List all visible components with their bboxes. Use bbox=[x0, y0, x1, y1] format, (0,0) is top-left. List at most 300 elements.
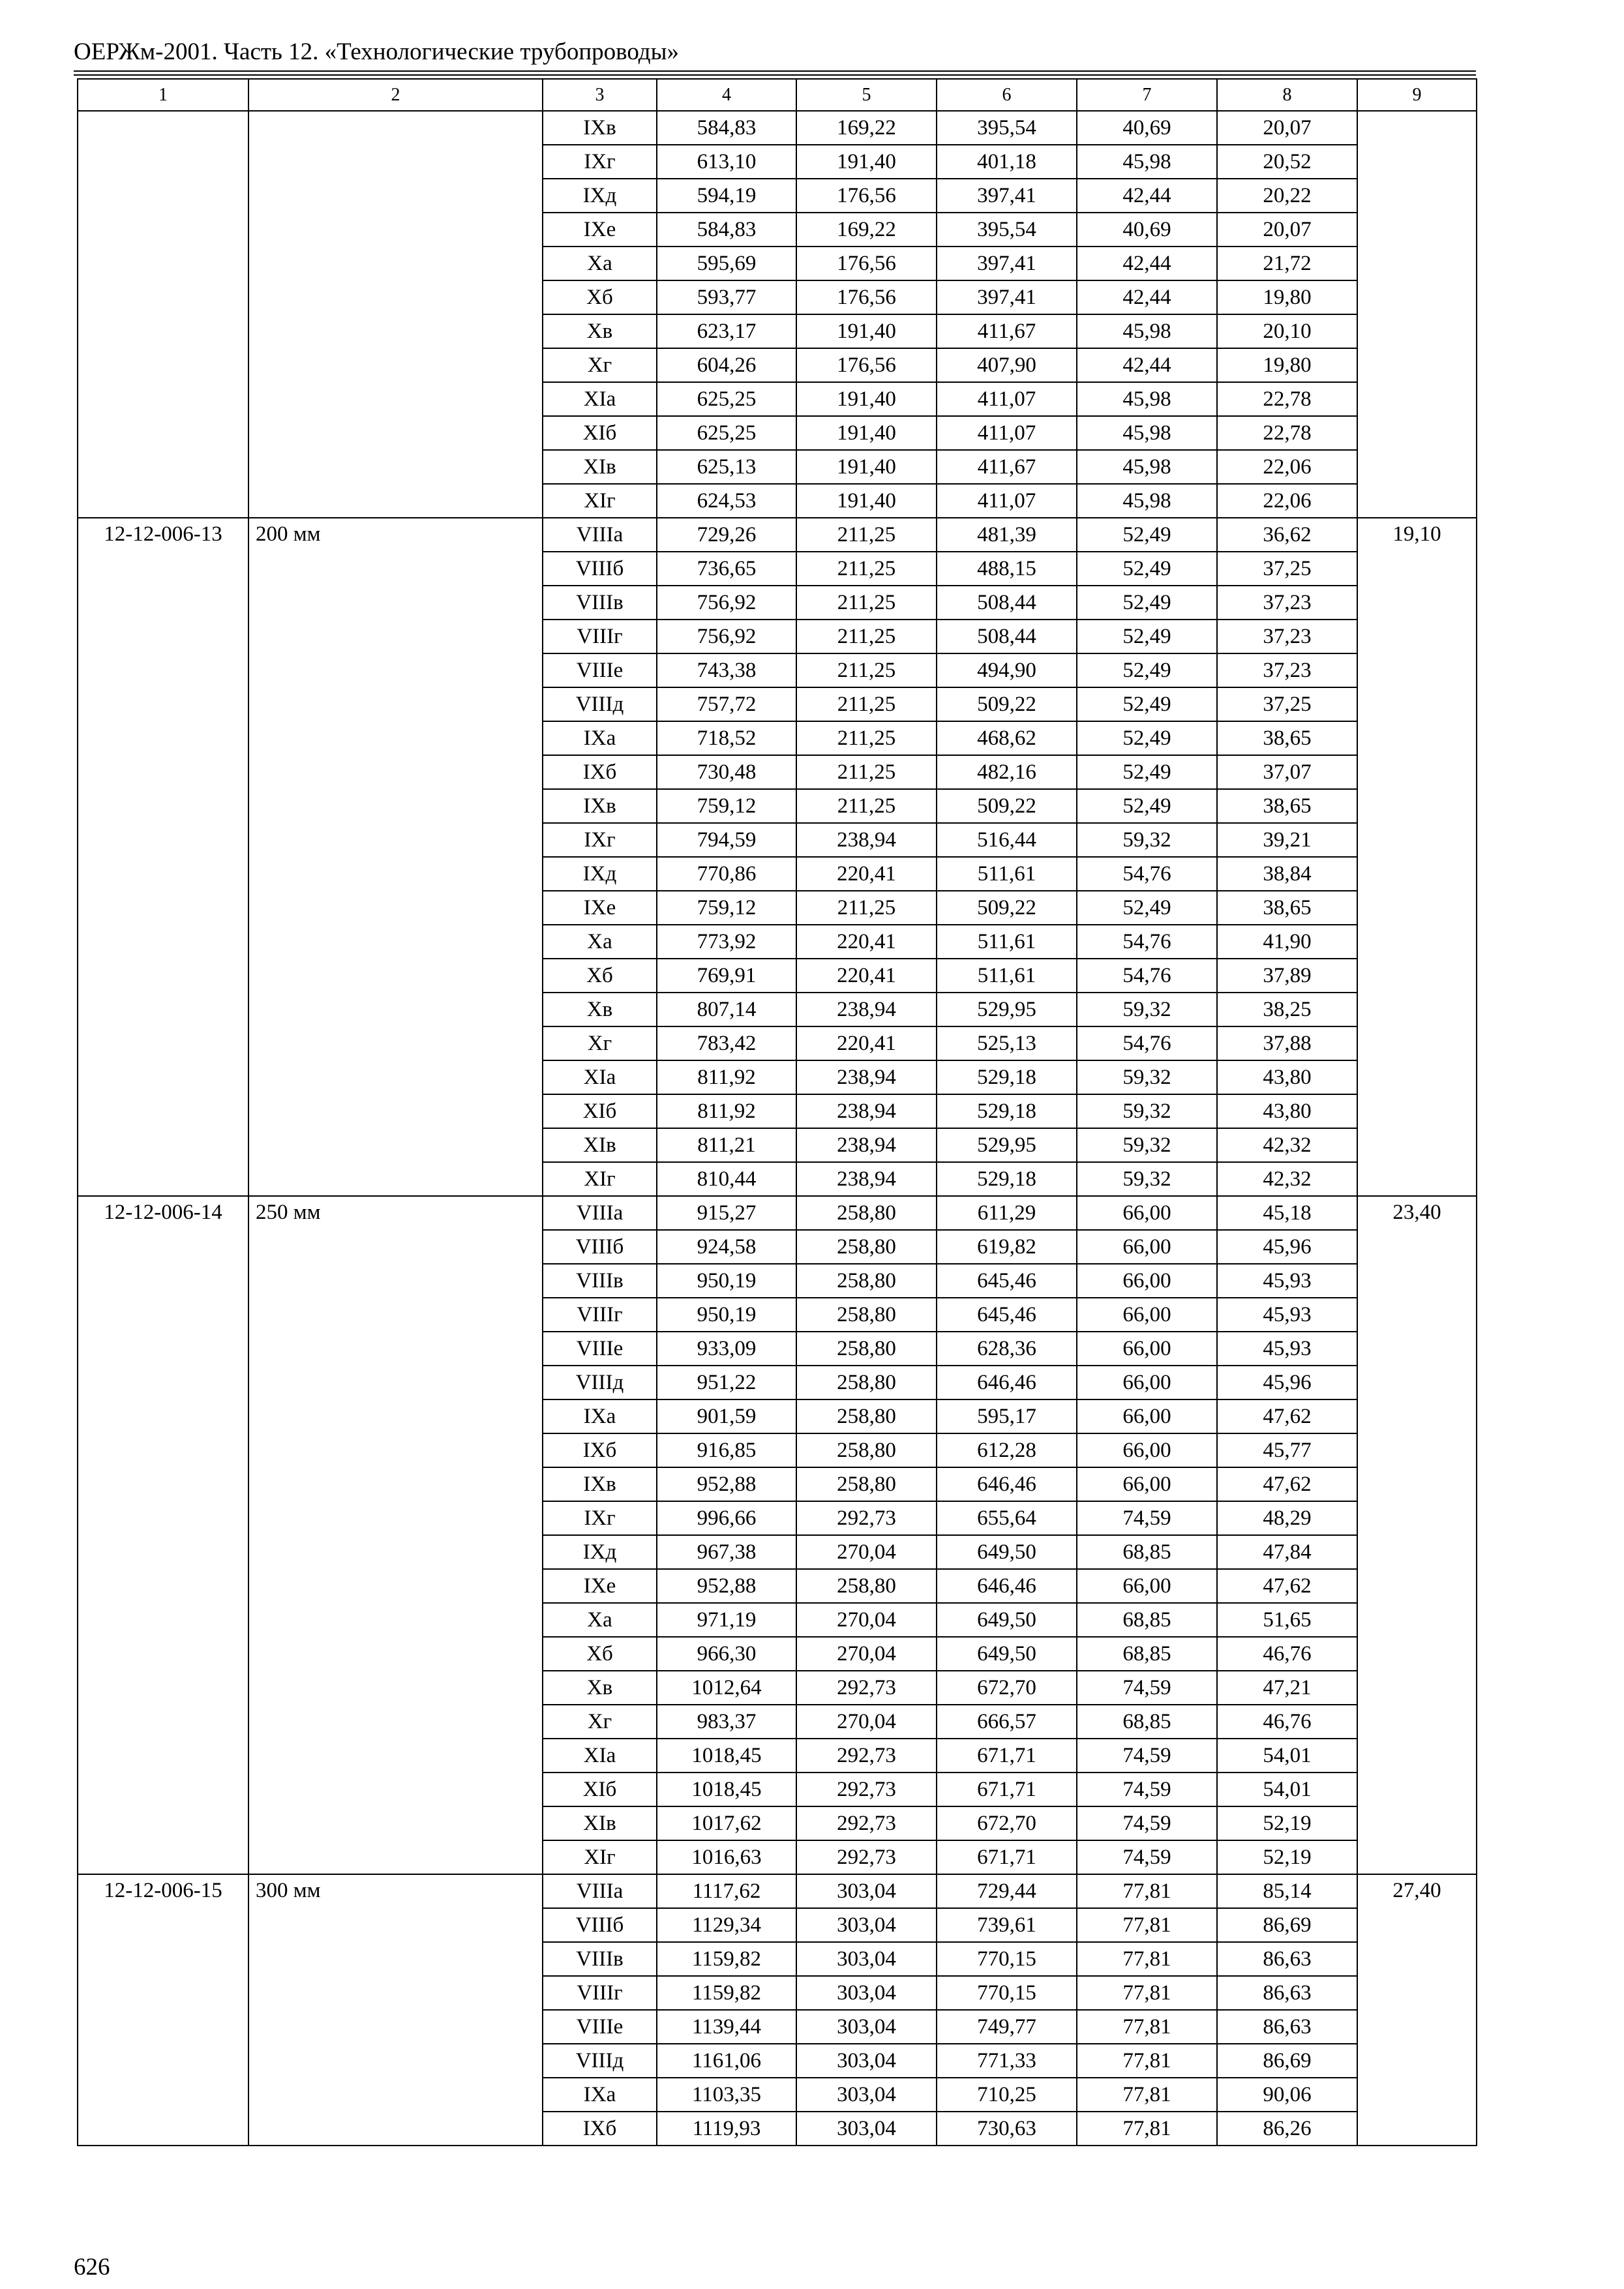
value-cell: 20,22 bbox=[1217, 179, 1357, 213]
category-cell: Xа bbox=[543, 1603, 657, 1637]
value-cell: 66,00 bbox=[1077, 1230, 1217, 1264]
category-cell: VIIIб bbox=[543, 1908, 657, 1942]
value-cell: 646,46 bbox=[937, 1569, 1077, 1603]
value-cell: 47,62 bbox=[1217, 1467, 1357, 1501]
category-cell: IXе bbox=[543, 213, 657, 247]
header-rule-bottom bbox=[74, 74, 1476, 76]
header-rule-top bbox=[74, 70, 1476, 72]
value-cell: 303,04 bbox=[796, 2112, 937, 2146]
value-cell: 794,59 bbox=[657, 823, 796, 857]
value-cell: 22,06 bbox=[1217, 484, 1357, 518]
category-cell: VIIIе bbox=[543, 653, 657, 687]
value-cell: 54,76 bbox=[1077, 925, 1217, 959]
value-cell: 397,41 bbox=[937, 179, 1077, 213]
value-cell: 1129,34 bbox=[657, 1908, 796, 1942]
value-cell: 468,62 bbox=[937, 721, 1077, 755]
table-row bbox=[78, 111, 1477, 145]
value-cell: 38,65 bbox=[1217, 891, 1357, 925]
value-cell: 924,58 bbox=[657, 1230, 796, 1264]
value-cell: 646,46 bbox=[937, 1467, 1077, 1501]
column-9-value: 19,10 bbox=[1357, 518, 1477, 1196]
value-cell: 952,88 bbox=[657, 1569, 796, 1603]
value-cell: 258,80 bbox=[796, 1399, 937, 1433]
category-cell: VIIIг bbox=[543, 620, 657, 653]
value-cell: 220,41 bbox=[796, 959, 937, 993]
column-number: 3 bbox=[543, 79, 657, 111]
value-cell: 66,00 bbox=[1077, 1196, 1217, 1230]
value-cell: 509,22 bbox=[937, 789, 1077, 823]
value-cell: 996,66 bbox=[657, 1501, 796, 1535]
value-cell: 645,46 bbox=[937, 1264, 1077, 1298]
category-cell: IXб bbox=[543, 2112, 657, 2146]
value-cell: 38,25 bbox=[1217, 993, 1357, 1026]
page-number: 626 bbox=[74, 2254, 110, 2281]
value-cell: 45,98 bbox=[1077, 450, 1217, 484]
value-cell: 74,59 bbox=[1077, 1671, 1217, 1705]
value-cell: 810,44 bbox=[657, 1162, 796, 1196]
value-cell: 66,00 bbox=[1077, 1433, 1217, 1467]
value-cell: 1159,82 bbox=[657, 1942, 796, 1976]
category-cell: XIв bbox=[543, 1806, 657, 1840]
value-cell: 759,12 bbox=[657, 789, 796, 823]
value-cell: 951,22 bbox=[657, 1366, 796, 1399]
value-cell: 52,19 bbox=[1217, 1806, 1357, 1840]
value-cell: 967,38 bbox=[657, 1535, 796, 1569]
value-cell: 52,49 bbox=[1077, 518, 1217, 552]
value-cell: 672,70 bbox=[937, 1806, 1077, 1840]
category-cell: VIIIа bbox=[543, 1874, 657, 1908]
value-cell: 624,53 bbox=[657, 484, 796, 518]
value-cell: 494,90 bbox=[937, 653, 1077, 687]
value-cell: 52,49 bbox=[1077, 586, 1217, 620]
value-cell: 511,61 bbox=[937, 857, 1077, 891]
value-cell: 1139,44 bbox=[657, 2010, 796, 2044]
value-cell: 411,07 bbox=[937, 382, 1077, 416]
price-table-body bbox=[78, 79, 1477, 2146]
value-cell: 46,76 bbox=[1217, 1705, 1357, 1739]
value-cell: 509,22 bbox=[937, 687, 1077, 721]
value-cell: 238,94 bbox=[796, 993, 937, 1026]
value-cell: 258,80 bbox=[796, 1196, 937, 1230]
value-cell: 52,49 bbox=[1077, 620, 1217, 653]
value-cell: 47,62 bbox=[1217, 1399, 1357, 1433]
value-cell: 292,73 bbox=[796, 1806, 937, 1840]
column-number: 8 bbox=[1217, 79, 1357, 111]
value-cell: 86,69 bbox=[1217, 1908, 1357, 1942]
category-cell: XIб bbox=[543, 1773, 657, 1806]
value-cell: 45,77 bbox=[1217, 1433, 1357, 1467]
column-9-value: 23,40 bbox=[1357, 1196, 1477, 1874]
value-cell: 625,25 bbox=[657, 416, 796, 450]
value-cell: 671,71 bbox=[937, 1840, 1077, 1874]
category-cell: XIа bbox=[543, 1060, 657, 1094]
value-cell: 20,52 bbox=[1217, 145, 1357, 179]
value-cell: 811,92 bbox=[657, 1094, 796, 1128]
value-cell: 1103,35 bbox=[657, 2078, 796, 2112]
value-cell: 86,26 bbox=[1217, 2112, 1357, 2146]
value-cell: 1018,45 bbox=[657, 1773, 796, 1806]
value-cell: 238,94 bbox=[796, 1094, 937, 1128]
value-cell: 52,49 bbox=[1077, 552, 1217, 586]
value-cell: 38,65 bbox=[1217, 721, 1357, 755]
category-cell: IXд bbox=[543, 1535, 657, 1569]
column-number: 7 bbox=[1077, 79, 1217, 111]
value-cell: 66,00 bbox=[1077, 1569, 1217, 1603]
value-cell: 759,12 bbox=[657, 891, 796, 925]
category-cell: IXг bbox=[543, 145, 657, 179]
value-cell: 395,54 bbox=[937, 111, 1077, 145]
value-cell: 611,29 bbox=[937, 1196, 1077, 1230]
value-cell: 38,65 bbox=[1217, 789, 1357, 823]
category-cell: XIа bbox=[543, 1739, 657, 1773]
category-cell: VIIIг bbox=[543, 1976, 657, 2010]
value-cell: 773,92 bbox=[657, 925, 796, 959]
value-cell: 749,77 bbox=[937, 2010, 1077, 2044]
value-cell: 19,80 bbox=[1217, 348, 1357, 382]
value-cell: 292,73 bbox=[796, 1840, 937, 1874]
category-cell: Xг bbox=[543, 1026, 657, 1060]
value-cell: 258,80 bbox=[796, 1467, 937, 1501]
value-cell: 77,81 bbox=[1077, 1908, 1217, 1942]
value-cell: 40,69 bbox=[1077, 213, 1217, 247]
value-cell: 811,92 bbox=[657, 1060, 796, 1094]
value-cell: 1016,63 bbox=[657, 1840, 796, 1874]
value-cell: 68,85 bbox=[1077, 1637, 1217, 1671]
value-cell: 77,81 bbox=[1077, 2010, 1217, 2044]
value-cell: 220,41 bbox=[796, 925, 937, 959]
value-cell: 211,25 bbox=[796, 755, 937, 789]
category-cell: VIIIв bbox=[543, 1264, 657, 1298]
value-cell: 916,85 bbox=[657, 1433, 796, 1467]
category-cell: IXб bbox=[543, 755, 657, 789]
value-cell: 739,61 bbox=[937, 1908, 1077, 1942]
value-cell: 270,04 bbox=[796, 1637, 937, 1671]
table-row bbox=[78, 1196, 1477, 1230]
value-cell: 86,69 bbox=[1217, 2044, 1357, 2078]
value-cell: 22,78 bbox=[1217, 416, 1357, 450]
value-cell: 85,14 bbox=[1217, 1874, 1357, 1908]
value-cell: 66,00 bbox=[1077, 1467, 1217, 1501]
table-row bbox=[78, 518, 1477, 552]
value-cell: 211,25 bbox=[796, 789, 937, 823]
value-cell: 529,18 bbox=[937, 1162, 1077, 1196]
value-cell: 983,37 bbox=[657, 1705, 796, 1739]
value-cell: 303,04 bbox=[796, 2010, 937, 2044]
value-cell: 770,15 bbox=[937, 1976, 1077, 2010]
value-cell: 303,04 bbox=[796, 2044, 937, 2078]
value-cell: 47,84 bbox=[1217, 1535, 1357, 1569]
value-cell: 176,56 bbox=[796, 247, 937, 280]
value-cell: 46,76 bbox=[1217, 1637, 1357, 1671]
value-cell: 292,73 bbox=[796, 1501, 937, 1535]
category-cell: XIв bbox=[543, 1128, 657, 1162]
value-cell: 511,61 bbox=[937, 959, 1077, 993]
category-cell: IXв bbox=[543, 111, 657, 145]
value-cell: 52,49 bbox=[1077, 653, 1217, 687]
value-cell: 411,67 bbox=[937, 450, 1077, 484]
value-cell: 176,56 bbox=[796, 179, 937, 213]
value-cell: 77,81 bbox=[1077, 2078, 1217, 2112]
value-cell: 37,25 bbox=[1217, 687, 1357, 721]
value-cell: 86,63 bbox=[1217, 1976, 1357, 2010]
value-cell: 47,62 bbox=[1217, 1569, 1357, 1603]
category-cell: Xб bbox=[543, 959, 657, 993]
value-cell: 770,86 bbox=[657, 857, 796, 891]
value-cell: 303,04 bbox=[796, 2078, 937, 2112]
value-cell: 37,88 bbox=[1217, 1026, 1357, 1060]
category-cell: IXб bbox=[543, 1433, 657, 1467]
category-cell: XIг bbox=[543, 1162, 657, 1196]
value-cell: 258,80 bbox=[796, 1264, 937, 1298]
rate-code: 12-12-006-13 bbox=[78, 518, 248, 1196]
value-cell: 54,01 bbox=[1217, 1773, 1357, 1806]
value-cell: 966,30 bbox=[657, 1637, 796, 1671]
value-cell: 37,25 bbox=[1217, 552, 1357, 586]
value-cell: 77,81 bbox=[1077, 2044, 1217, 2078]
value-cell: 729,26 bbox=[657, 518, 796, 552]
value-cell: 395,54 bbox=[937, 213, 1077, 247]
category-cell: Xа bbox=[543, 247, 657, 280]
value-cell: 54,01 bbox=[1217, 1739, 1357, 1773]
value-cell: 77,81 bbox=[1077, 2112, 1217, 2146]
value-cell: 37,89 bbox=[1217, 959, 1357, 993]
value-cell: 37,23 bbox=[1217, 653, 1357, 687]
category-cell: Xг bbox=[543, 348, 657, 382]
value-cell: 1159,82 bbox=[657, 1976, 796, 2010]
column-number: 5 bbox=[796, 79, 937, 111]
value-cell: 508,44 bbox=[937, 620, 1077, 653]
value-cell: 488,15 bbox=[937, 552, 1077, 586]
value-cell: 411,07 bbox=[937, 416, 1077, 450]
category-cell: IXа bbox=[543, 721, 657, 755]
value-cell: 77,81 bbox=[1077, 1976, 1217, 2010]
value-cell: 22,78 bbox=[1217, 382, 1357, 416]
value-cell: 191,40 bbox=[796, 382, 937, 416]
value-cell: 77,81 bbox=[1077, 1942, 1217, 1976]
category-cell: XIг bbox=[543, 484, 657, 518]
category-cell: VIIIд bbox=[543, 2044, 657, 2078]
value-cell: 45,96 bbox=[1217, 1230, 1357, 1264]
value-cell: 169,22 bbox=[796, 213, 937, 247]
value-cell: 51,65 bbox=[1217, 1603, 1357, 1637]
value-cell: 52,49 bbox=[1077, 789, 1217, 823]
value-cell: 59,32 bbox=[1077, 1162, 1217, 1196]
value-cell: 509,22 bbox=[937, 891, 1077, 925]
value-cell: 45,93 bbox=[1217, 1298, 1357, 1332]
category-cell: IXд bbox=[543, 857, 657, 891]
category-cell: VIIIд bbox=[543, 1366, 657, 1399]
value-cell: 258,80 bbox=[796, 1298, 937, 1332]
value-cell: 66,00 bbox=[1077, 1298, 1217, 1332]
value-cell: 595,17 bbox=[937, 1399, 1077, 1433]
value-cell: 901,59 bbox=[657, 1399, 796, 1433]
value-cell: 933,09 bbox=[657, 1332, 796, 1366]
category-cell: XIб bbox=[543, 416, 657, 450]
value-cell: 671,71 bbox=[937, 1739, 1077, 1773]
value-cell: 584,83 bbox=[657, 213, 796, 247]
category-cell: Xв bbox=[543, 993, 657, 1026]
value-cell: 52,49 bbox=[1077, 687, 1217, 721]
value-cell: 672,70 bbox=[937, 1671, 1077, 1705]
value-cell: 718,52 bbox=[657, 721, 796, 755]
value-cell: 43,80 bbox=[1217, 1094, 1357, 1128]
value-cell: 211,25 bbox=[796, 687, 937, 721]
category-cell: VIIIб bbox=[543, 1230, 657, 1264]
value-cell: 47,21 bbox=[1217, 1671, 1357, 1705]
category-cell: IXд bbox=[543, 179, 657, 213]
value-cell: 169,22 bbox=[796, 111, 937, 145]
value-cell: 595,69 bbox=[657, 247, 796, 280]
value-cell: 45,98 bbox=[1077, 416, 1217, 450]
value-cell: 525,13 bbox=[937, 1026, 1077, 1060]
value-cell: 52,19 bbox=[1217, 1840, 1357, 1874]
value-cell: 950,19 bbox=[657, 1264, 796, 1298]
value-cell: 292,73 bbox=[796, 1671, 937, 1705]
category-cell: Xг bbox=[543, 1705, 657, 1739]
category-cell: VIIIг bbox=[543, 1298, 657, 1332]
value-cell: 20,07 bbox=[1217, 111, 1357, 145]
value-cell: 1117,62 bbox=[657, 1874, 796, 1908]
value-cell: 45,98 bbox=[1077, 145, 1217, 179]
category-cell: VIIIв bbox=[543, 1942, 657, 1976]
category-cell: VIIIе bbox=[543, 1332, 657, 1366]
value-cell: 770,15 bbox=[937, 1942, 1077, 1976]
price-table bbox=[77, 78, 1477, 2146]
value-cell: 43,80 bbox=[1217, 1060, 1357, 1094]
column-9-value bbox=[1357, 111, 1477, 518]
category-cell: XIг bbox=[543, 1840, 657, 1874]
category-cell: XIб bbox=[543, 1094, 657, 1128]
category-cell: Xа bbox=[543, 925, 657, 959]
value-cell: 37,07 bbox=[1217, 755, 1357, 789]
value-cell: 86,63 bbox=[1217, 1942, 1357, 1976]
value-cell: 649,50 bbox=[937, 1535, 1077, 1569]
value-cell: 42,32 bbox=[1217, 1128, 1357, 1162]
rate-code: 12-12-006-15 bbox=[78, 1874, 248, 2146]
value-cell: 48,29 bbox=[1217, 1501, 1357, 1535]
table-row bbox=[78, 1874, 1477, 1908]
category-cell: IXв bbox=[543, 1467, 657, 1501]
value-cell: 397,41 bbox=[937, 247, 1077, 280]
value-cell: 52,49 bbox=[1077, 721, 1217, 755]
category-cell: IXг bbox=[543, 1501, 657, 1535]
value-cell: 42,44 bbox=[1077, 179, 1217, 213]
value-cell: 211,25 bbox=[796, 518, 937, 552]
value-cell: 74,59 bbox=[1077, 1773, 1217, 1806]
category-cell: XIа bbox=[543, 382, 657, 416]
value-cell: 655,64 bbox=[937, 1501, 1077, 1535]
rate-code: 12-12-006-14 bbox=[78, 1196, 248, 1874]
value-cell: 40,69 bbox=[1077, 111, 1217, 145]
value-cell: 397,41 bbox=[937, 280, 1077, 314]
value-cell: 45,93 bbox=[1217, 1332, 1357, 1366]
value-cell: 211,25 bbox=[796, 891, 937, 925]
value-cell: 511,61 bbox=[937, 925, 1077, 959]
value-cell: 807,14 bbox=[657, 993, 796, 1026]
value-cell: 529,95 bbox=[937, 1128, 1077, 1162]
pipe-size: 200 мм bbox=[248, 518, 543, 1196]
value-cell: 191,40 bbox=[796, 314, 937, 348]
value-cell: 74,59 bbox=[1077, 1840, 1217, 1874]
value-cell: 258,80 bbox=[796, 1433, 937, 1467]
value-cell: 22,06 bbox=[1217, 450, 1357, 484]
value-cell: 59,32 bbox=[1077, 993, 1217, 1026]
value-cell: 37,23 bbox=[1217, 620, 1357, 653]
value-cell: 604,26 bbox=[657, 348, 796, 382]
value-cell: 211,25 bbox=[796, 653, 937, 687]
value-cell: 1017,62 bbox=[657, 1806, 796, 1840]
column-9-value: 27,40 bbox=[1357, 1874, 1477, 2146]
value-cell: 645,46 bbox=[937, 1298, 1077, 1332]
value-cell: 54,76 bbox=[1077, 857, 1217, 891]
rate-code bbox=[78, 111, 248, 518]
value-cell: 671,71 bbox=[937, 1773, 1077, 1806]
value-cell: 74,59 bbox=[1077, 1806, 1217, 1840]
value-cell: 292,73 bbox=[796, 1739, 937, 1773]
value-cell: 220,41 bbox=[796, 857, 937, 891]
column-number: 2 bbox=[248, 79, 543, 111]
column-number: 4 bbox=[657, 79, 796, 111]
value-cell: 736,65 bbox=[657, 552, 796, 586]
value-cell: 211,25 bbox=[796, 586, 937, 620]
value-cell: 41,90 bbox=[1217, 925, 1357, 959]
category-cell: XIв bbox=[543, 450, 657, 484]
value-cell: 86,63 bbox=[1217, 2010, 1357, 2044]
category-cell: VIIIе bbox=[543, 2010, 657, 2044]
category-cell: Xб bbox=[543, 280, 657, 314]
page-header: ОЕРЖм-2001. Часть 12. «Технологические трубопроводы» bbox=[74, 38, 679, 65]
category-cell: VIIIа bbox=[543, 1196, 657, 1230]
value-cell: 649,50 bbox=[937, 1603, 1077, 1637]
value-cell: 54,76 bbox=[1077, 959, 1217, 993]
value-cell: 625,25 bbox=[657, 382, 796, 416]
value-cell: 45,98 bbox=[1077, 314, 1217, 348]
value-cell: 811,21 bbox=[657, 1128, 796, 1162]
column-number: 1 bbox=[78, 79, 248, 111]
column-number: 9 bbox=[1357, 79, 1477, 111]
value-cell: 36,62 bbox=[1217, 518, 1357, 552]
category-cell: VIIIд bbox=[543, 687, 657, 721]
value-cell: 303,04 bbox=[796, 1942, 937, 1976]
value-cell: 771,33 bbox=[937, 2044, 1077, 2078]
value-cell: 625,13 bbox=[657, 450, 796, 484]
value-cell: 401,18 bbox=[937, 145, 1077, 179]
value-cell: 411,67 bbox=[937, 314, 1077, 348]
value-cell: 529,18 bbox=[937, 1094, 1077, 1128]
value-cell: 38,84 bbox=[1217, 857, 1357, 891]
value-cell: 623,17 bbox=[657, 314, 796, 348]
value-cell: 191,40 bbox=[796, 416, 937, 450]
value-cell: 270,04 bbox=[796, 1705, 937, 1739]
value-cell: 21,72 bbox=[1217, 247, 1357, 280]
category-cell: IXе bbox=[543, 1569, 657, 1603]
category-cell: Xв bbox=[543, 314, 657, 348]
value-cell: 42,44 bbox=[1077, 348, 1217, 382]
value-cell: 612,28 bbox=[937, 1433, 1077, 1467]
value-cell: 270,04 bbox=[796, 1535, 937, 1569]
value-cell: 66,00 bbox=[1077, 1332, 1217, 1366]
value-cell: 1012,64 bbox=[657, 1671, 796, 1705]
value-cell: 756,92 bbox=[657, 586, 796, 620]
value-cell: 39,21 bbox=[1217, 823, 1357, 857]
value-cell: 90,06 bbox=[1217, 2078, 1357, 2112]
value-cell: 59,32 bbox=[1077, 1094, 1217, 1128]
value-cell: 303,04 bbox=[796, 1874, 937, 1908]
value-cell: 258,80 bbox=[796, 1366, 937, 1399]
value-cell: 74,59 bbox=[1077, 1501, 1217, 1535]
value-cell: 191,40 bbox=[796, 484, 937, 518]
value-cell: 238,94 bbox=[796, 1128, 937, 1162]
